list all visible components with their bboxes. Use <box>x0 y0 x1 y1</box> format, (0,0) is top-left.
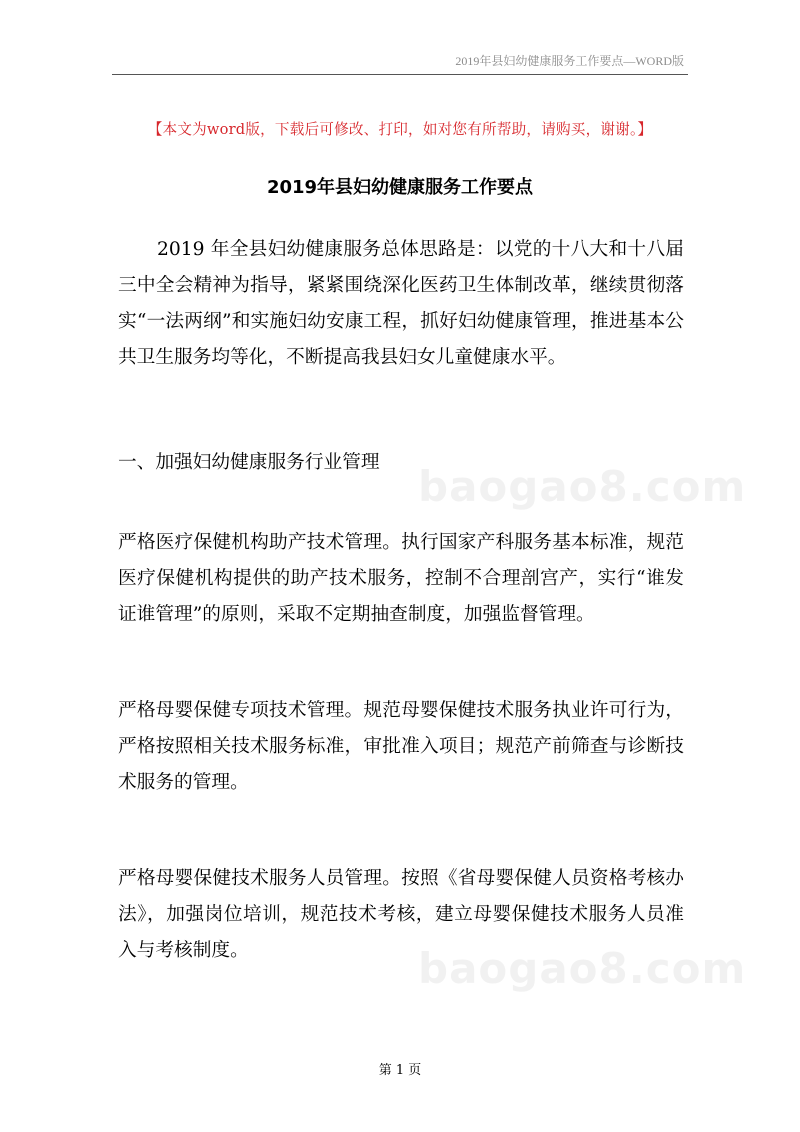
page-number: 第 1 页 <box>378 1063 422 1078</box>
header-divider <box>112 74 688 75</box>
body-paragraph: 严格医疗保健机构助产技术管理。执行国家产科服务基本标准，规范医疗保健机构提供的助产技术服务，控制不合理剖宫产，实行“谁发证谁管理”的原则，采取不定期抽查制度，加强监督管理。 <box>118 532 684 625</box>
watermark-text: baogao8.com <box>418 944 747 993</box>
section-heading: 一、加强妇幼健康服务行业管理 <box>118 452 380 473</box>
purchase-notice: 【本文为word版，下载后可修改、打印，如对您有所帮助，请购买，谢谢。】 <box>147 121 653 138</box>
document-title: 2019年县妇幼健康服务工作要点 <box>266 177 534 198</box>
intro-paragraph: 2019 年全县妇幼健康服务总体思路是：以党的十八大和十八届三中全会精神为指导，紧紧围绕深化医药卫生体制改革，继续贯彻落实“一法两纲”和实施妇幼安康工程，抓好妇幼健康管理，推进基本公共卫生服务均等化，不断提高我县妇女儿童健康水平。 <box>118 239 684 368</box>
running-header: 2019年县妇幼健康服务工作要点—WORD版 <box>455 54 684 68</box>
body-paragraph: 严格母婴保健技术服务人员管理。按照《省母婴保健人员资格考核办法》，加强岗位培训，规范技术考核，建立母婴保健技术服务人员准入与考核制度。 <box>118 868 684 961</box>
body-paragraph: 严格母婴保健专项技术管理。规范母婴保健技术服务执业许可行为，严格按照相关技术服务标准，审批准入项目；规范产前筛查与诊断技术服务的管理。 <box>118 700 684 793</box>
watermark-text: baogao8.com <box>418 462 747 511</box>
